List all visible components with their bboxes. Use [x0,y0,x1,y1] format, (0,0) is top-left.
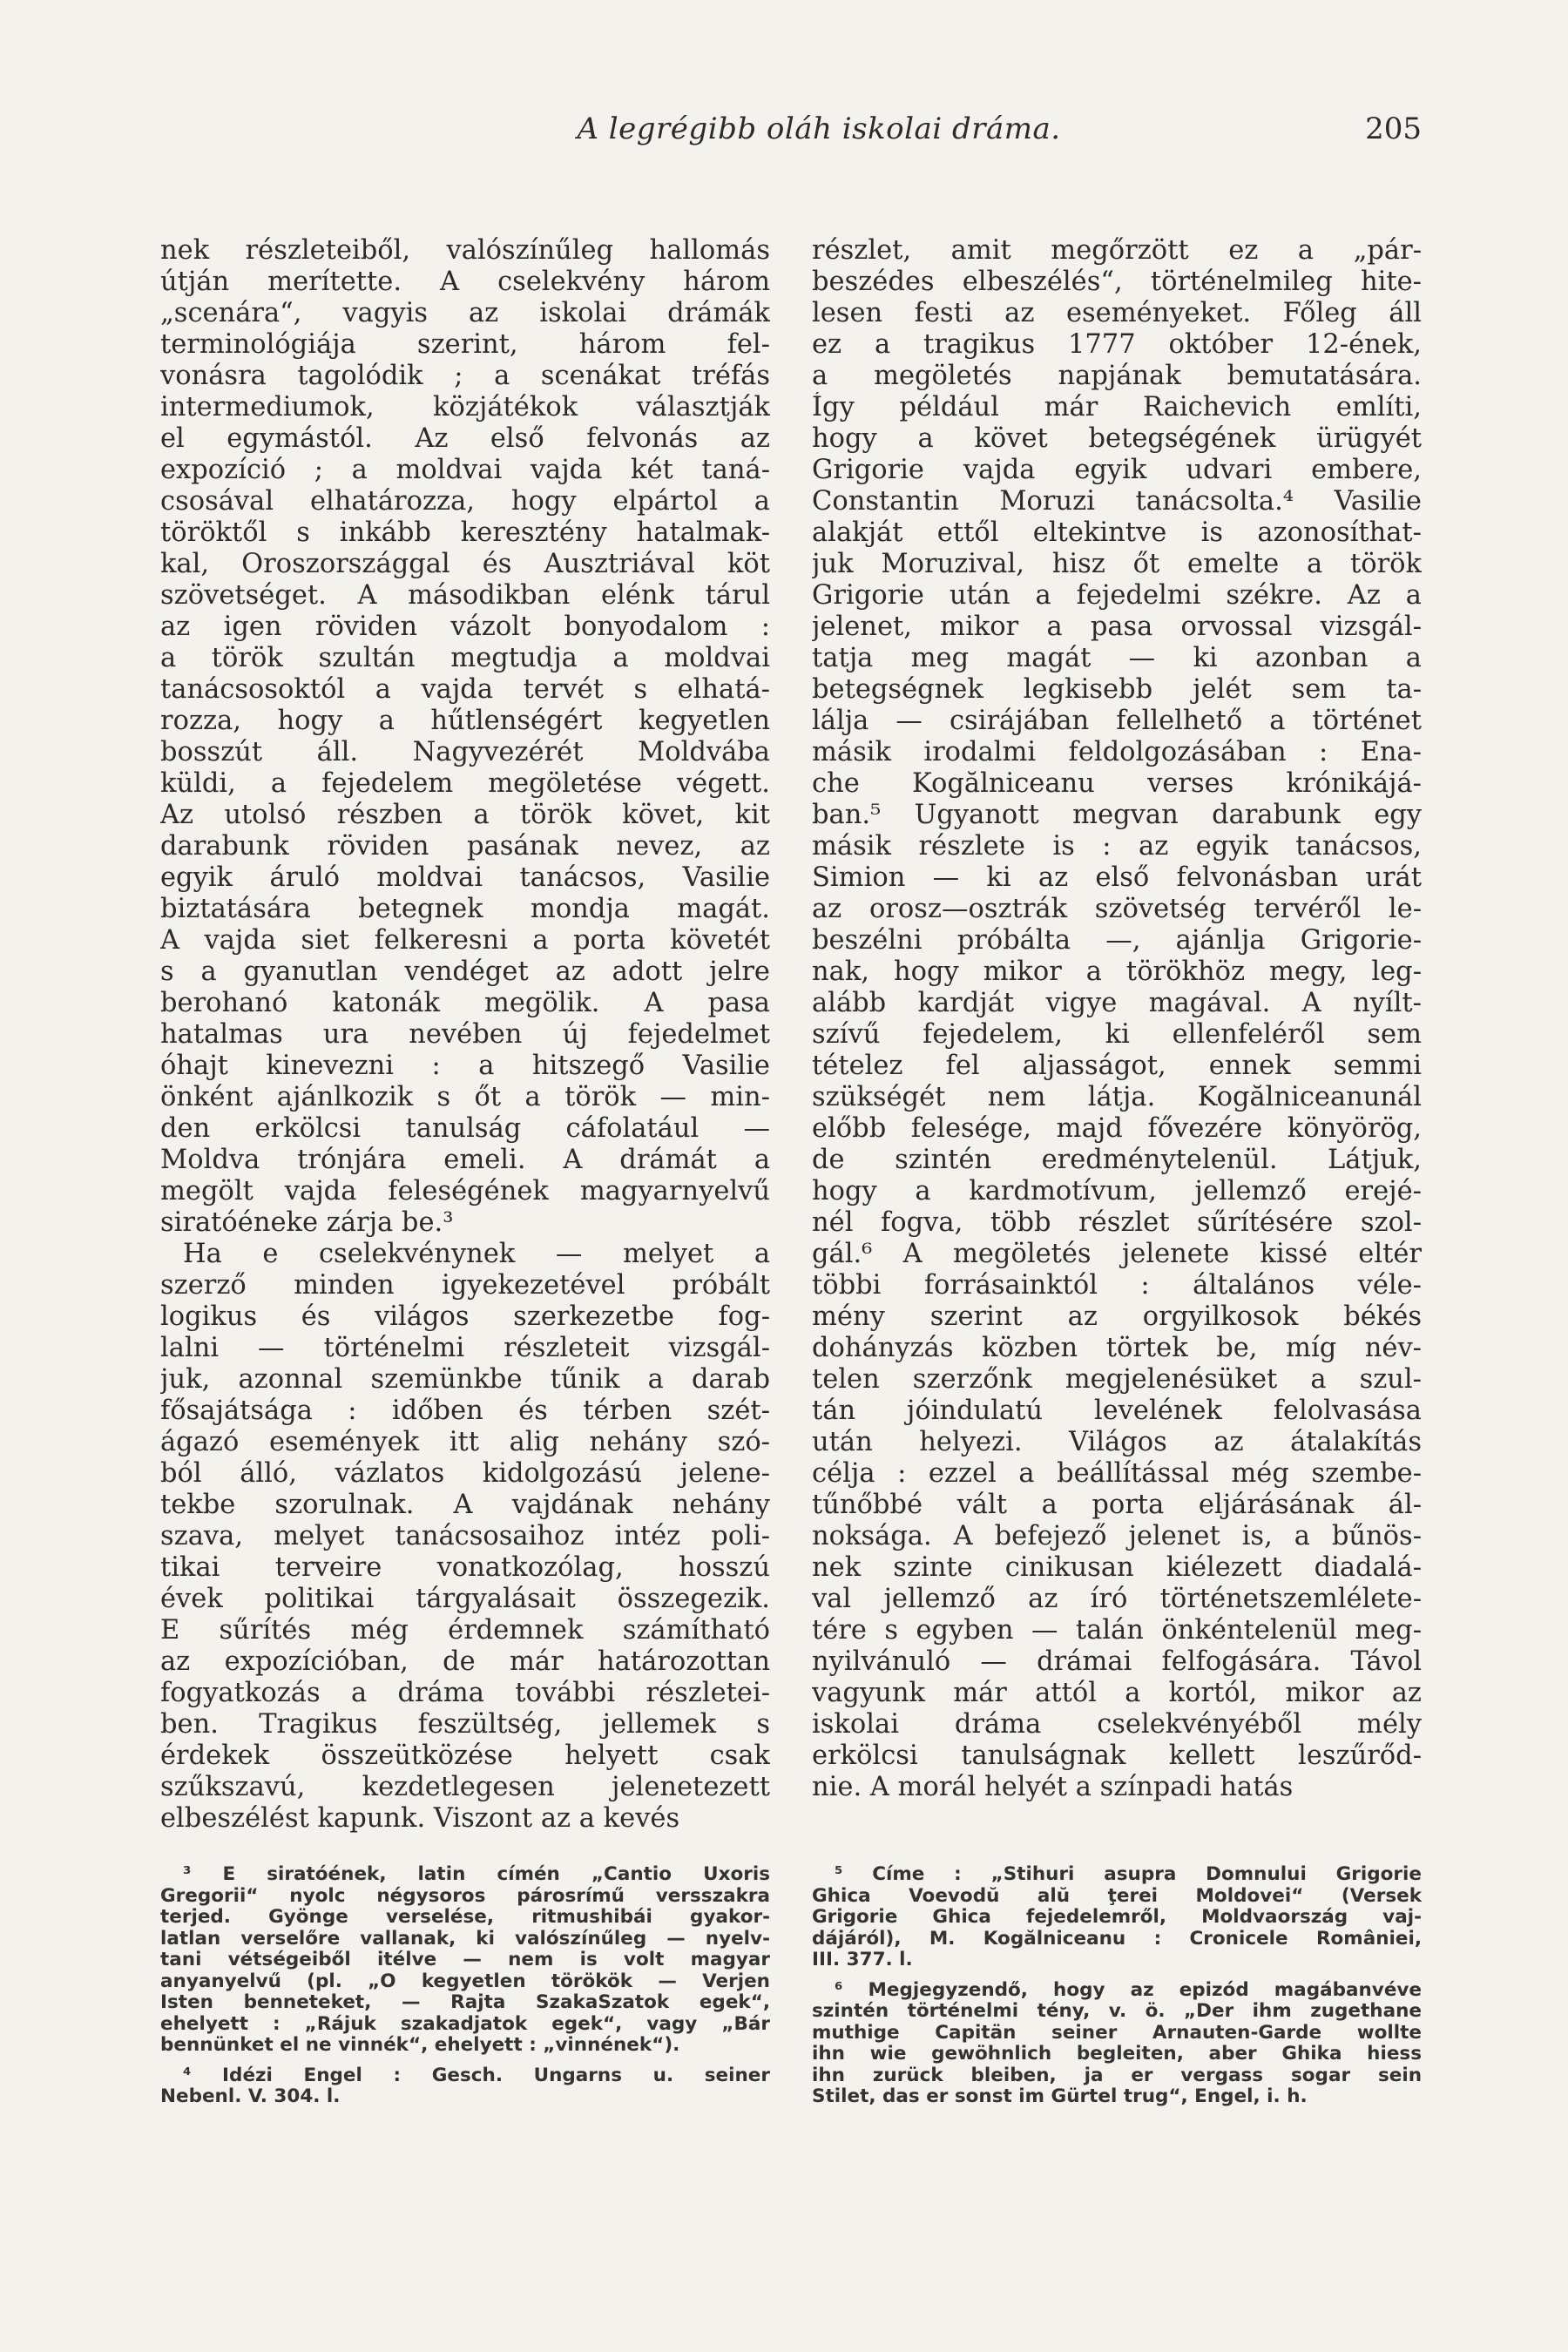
text-line: Grigorie vajda egyik udvari embere, [812,455,1422,485]
text-line: bosszút áll. Nagyvezérét Moldvába [160,737,770,767]
text-line: juk Moruzival, hisz őt emelte a török [812,549,1422,579]
footnote-line: Stilet, das er sonst im Gürtel trug“, Engel, i. h. [812,2086,1308,2107]
text-line: célja : ezzel a beállítással még szembe- [812,1458,1422,1489]
text-line: ben. Tragikus feszültség, jellemek s [160,1709,770,1740]
text-line: siratóéneke zárja be.³ [160,1207,454,1238]
text-line: tekbe szorulnak. A vajdának nehány [160,1490,770,1520]
text-line: el egymástól. Az első felvonás az [160,423,770,454]
footnote-line: szintén történelmi tény, v. ö. „Der ihm zugethane [812,2001,1422,2022]
text-line: az igen röviden vázolt bonyodalom : [160,612,770,642]
text-line: tán jóindulatú levelének felolvasása [812,1396,1422,1426]
text-line: másik irodalmi feldolgozásában : Ena- [812,737,1422,767]
text-line: önként ajánlkozik s őt a török — min- [160,1082,770,1112]
text-line: dohányzás közben törtek be, míg név- [812,1333,1422,1363]
text-line: tételez fel aljasságot, ennek semmi [812,1051,1422,1081]
text-line: alakját ettől eltekintve is azonosíthat- [812,517,1422,548]
text-line: s a gyanutlan vendéget az adott jelre [160,956,770,987]
right-text-column [812,235,1422,1803]
text-line: szűkszavú, kezdetlegesen jelenetezett [160,1772,770,1802]
text-line: után helyezi. Világos az átalakítás [812,1427,1422,1457]
text-line: betegségnek legkisebb jelét sem ta- [812,674,1422,705]
text-line: expozíció ; a moldvai vajda két taná- [160,455,770,485]
text-line: az expozícióban, de már határozottan [160,1646,770,1677]
text-line: berohanó katonák megölik. A pasa [160,988,770,1018]
text-line: töröktől s inkább keresztény hatalmak- [160,517,770,548]
text-line: logikus és világos szerkezetbe fog- [160,1301,770,1332]
text-line: hogy a kardmotívum, jellemző erejé- [812,1176,1422,1206]
text-line: Constantin Moruzi tanácsolta.⁴ Vasilie [812,486,1422,517]
text-line: darabunk röviden pasának nevez, az [160,831,770,862]
text-line: noksága. A befejező jelenet is, a bűnös- [812,1521,1422,1551]
text-line: Ha e cselekvénynek — melyet a [183,1239,770,1269]
footnote-line: tani vétségeiből itélve — nem is volt magyar [160,1950,770,1970]
footnote-line: ⁵ Címe : „Stihuri asupra Domnului Grigorie [835,1864,1422,1885]
text-line: a török szultán megtudja a moldvai [160,643,770,673]
text-line: részlet, amit megőrzött ez a „pár- [812,235,1422,266]
footnote-line: latlan verselőre vallanak, ki valószínűleg — nyelv- [160,1928,770,1950]
footnote-line: III. 377. l. [812,1950,913,1970]
text-line: szerző minden igyekezetével próbált [160,1270,770,1301]
text-line: jelenet, mikor a pasa orvossal vizsgál- [812,612,1422,642]
text-line: szava, melyet tanácsosaihoz intéz poli- [160,1521,770,1551]
text-line: ez a tragikus 1777 október 12-ének, [812,329,1422,360]
text-line: fősajátsága : időben és térben szét- [160,1396,770,1426]
text-line: tére s egyben — talán önkéntelenül meg- [812,1615,1422,1646]
footnote-line: Ghica Voevodŭ alŭ ţerei Moldovei“ (Versek [812,1885,1422,1907]
text-line: ból álló, vázlatos kidolgozású jelene- [160,1458,770,1489]
footnote-line: ⁴ Idézi Engel : Gesch. Ungarns u. seiner [183,2065,770,2086]
text-line: nek szinte cinikusan kiélezett diadalá- [812,1552,1422,1583]
text-line: intermediumok, közjátékok választják [160,392,770,422]
text-line: Az utolsó részben a török követ, kit [160,800,770,830]
running-title: A legrégibb oláh iskolai dráma. [577,112,1061,146]
text-line: den erkölcsi tanulság cáfolatául — [160,1113,770,1144]
text-line: Grigorie után a fejedelmi székre. Az a [812,580,1422,611]
text-line: tűnőbbé vált a porta eljárásának ál- [812,1490,1422,1520]
left-footnotes [160,1864,770,2108]
text-line: az orosz—osztrák szövetség tervéről le- [812,894,1422,924]
text-line: érdekek összeütközése helyett csak [160,1740,770,1771]
text-line: tatja meg magát — ki azonban a [812,643,1422,673]
text-line: lesen festi az eseményeket. Főleg áll [812,298,1422,328]
footnote-line: ³ E siratóének, latin címén „Cantio Uxoris [183,1864,770,1885]
text-line: iskolai dráma cselekvényéből mély [812,1709,1422,1740]
text-line: mény szerint az orgyilkosok békés [812,1301,1422,1332]
text-line: tikai terveire vonatkozólag, hosszú [160,1552,770,1583]
text-line: terminológiája szerint, három fel- [160,329,770,360]
page-number: 205 [1365,112,1422,146]
footnote-line: muthige Capitän seiner Arnauten-Garde wollte [812,2022,1422,2044]
text-line: hatalmas ura nevében új fejedelmet [160,1019,770,1050]
text-line: beszédes elbeszélés“, történelmileg hite- [812,267,1422,297]
text-line: csosával elhatározza, hogy elpártol a [160,486,770,517]
text-line: beszélni próbálta —, ajánlja Grigorie- [812,925,1422,956]
footnote-line: bennünket el ne vinnék“, ehelyett : „vinnének“). [160,2035,680,2056]
text-line: nél fogva, több részlet sűrítésére szol- [812,1207,1422,1238]
text-line: lálja — csirájában fellelhető a történet [812,706,1422,736]
text-line: de szintén eredménytelenül. Látjuk, [812,1145,1422,1175]
text-line: Moldva trónjára emeli. A drámát a [160,1145,770,1175]
left-text-column [160,235,770,1835]
text-line: lalni — történelmi részleteit vizsgál- [160,1333,770,1363]
text-line: A vajda siet felkeresni a porta követét [160,925,770,956]
text-line: szívű fejedelem, ki ellenfeléről sem [812,1019,1422,1050]
text-line: nie. A morál helyét a színpadi hatás [812,1772,1294,1802]
text-line: másik részlete is : az egyik tanácsos, [812,831,1422,862]
text-line: szükségét nem látja. Kogălniceanunál [812,1082,1422,1112]
footnote-line: Isten benneteket, — Rajta SzakaSzatok egek“, [160,1992,770,2013]
text-line: tanácsosoktól a vajda tervét s elhatá- [160,674,770,705]
footnote-line: dájáról), M. Kogălniceanu : Cronicele României, [812,1928,1422,1950]
text-line: szövetséget. A másodikban elénk tárul [160,580,770,611]
footnote-line: anyanyelvű (pl. „O kegyetlen törökök — Verjen [160,1970,770,1992]
footnote-line: ihn wie gewöhnlich begleiten, aber Ghika hiess [812,2044,1422,2065]
text-line: megölt vajda feleségének magyarnyelvű [160,1176,770,1206]
text-line: „scenára“, vagyis az iskolai drámák [160,298,770,328]
right-footnotes [812,1864,1422,2108]
text-line: nek részleteiből, valószínűleg hallomás [160,235,770,266]
text-line: rozza, hogy a hűtlenségért kegyetlen [160,706,770,736]
text-line: küldi, a fejedelem megöletése végett. [160,768,770,799]
text-line: többi forrásainktól : általános véle- [812,1270,1422,1301]
text-line: gál.⁶ A megöletés jelenete kissé eltér [812,1239,1422,1269]
text-line: elbeszélést kapunk. Viszont az a kevés [160,1803,680,1834]
text-line: kal, Oroszországgal és Ausztriával köt [160,549,770,579]
text-line: E sűrítés még érdemnek számítható [160,1615,770,1646]
text-line: előbb felesége, majd fővezére könyörög, [812,1113,1422,1144]
text-line: Így például már Raichevich említi, [812,392,1422,422]
footnote-line: terjed. Gyönge verselése, ritmushibái gyakor- [160,1907,770,1928]
text-line: ban.⁵ Ugyanott megvan darabunk egy [812,800,1422,830]
text-line: óhajt kinevezni : a hitszegő Vasilie [160,1051,770,1081]
text-line: nak, hogy mikor a törökhöz megy, leg- [812,956,1422,987]
text-line: évek politikai tárgyalásait összegezik. [160,1584,770,1614]
footnote-line: ihn zurück bleiben, ja er vergass sogar sein [812,2065,1422,2086]
footnote-line: Grigorie Ghica fejedelemről, Moldvaország vaj- [812,1907,1422,1928]
text-line: vagyunk már attól a kortól, mikor az [812,1678,1422,1708]
footnote-line: ⁶ Megjegyzendő, hogy az epizód magábanvéve [835,1979,1422,2001]
text-line: hogy a követ betegségének ürügyét [812,423,1422,454]
text-line: alább kardját vigye magával. A nyílt- [812,988,1422,1018]
text-line: fogyatkozás a dráma további részletei- [160,1678,770,1708]
text-line: a megöletés napjának bemutatására. [812,361,1422,391]
text-line: Simion — ki az első felvonásban urát [812,862,1422,893]
text-line: juk, azonnal szemünkbe tűnik a darab [160,1364,770,1395]
footnote-line: Nebenl. V. 304. l. [160,2086,341,2107]
text-line: vonásra tagolódik ; a scenákat tréfás [160,361,770,391]
text-line: val jellemző az író történetszemlélete- [812,1584,1422,1614]
text-line: erkölcsi tanulságnak kellett leszűrőd- [812,1740,1422,1771]
text-line: biztatására betegnek mondja magát. [160,894,770,924]
text-line: nyilvánuló — drámai felfogására. Távol [812,1646,1422,1677]
footnote-line: ehelyett : „Rájuk szakadjatok egek“, vagy „Bár [160,2013,770,2035]
text-line: egyik áruló moldvai tanácsos, Vasilie [160,862,770,893]
text-line: telen szerzőnk megjelenésüket a szul- [812,1364,1422,1395]
text-line: útján merítette. A cselekvény három [160,267,770,297]
footnote-line: Gregorii“ nyolc négysoros párosrímű versszakra [160,1885,770,1907]
running-header [157,112,1422,150]
text-line: ágazó események itt alig nehány szó- [160,1427,770,1457]
text-line: che Kogălniceanu verses krónikájá- [812,768,1422,799]
